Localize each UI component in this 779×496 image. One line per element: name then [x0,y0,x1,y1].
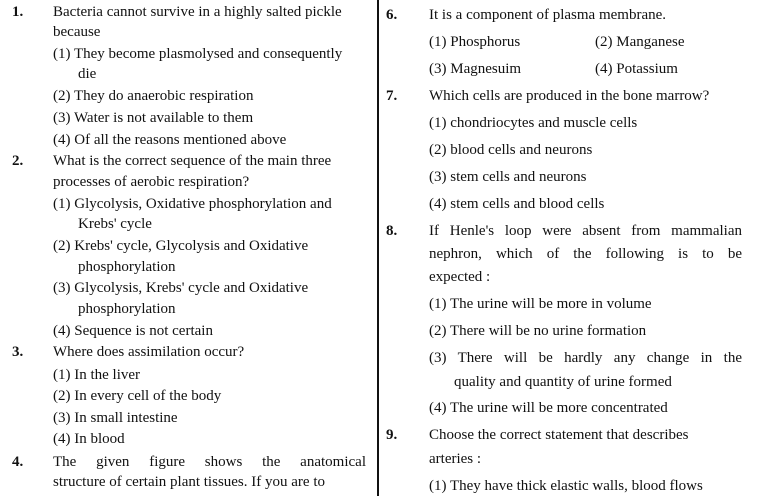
option-3-cont: phosphorylation [78,301,176,317]
question-text-cont: nephron, which of the following is to be [429,246,742,262]
question-text: What is the correct sequence of the main three [53,153,332,169]
option-3[interactable]: (3) Water is not available to them [53,110,254,126]
option-4[interactable]: (4) Sequence is not certain [53,323,213,339]
option-2-cont: phosphorylation [78,259,176,275]
question-text: Bacteria cannot survive in a highly salted pickle [53,4,342,20]
option-1[interactable]: (1) They have thick elastic walls, blood flows [429,478,703,494]
right-column [386,0,779,496]
question-text-cont: arteries : [429,451,482,467]
option-1[interactable]: (1) They become plasmolysed and consequently [53,46,343,62]
question-number: 4. [12,454,24,470]
question-text: Where does assimilation occur? [53,344,245,360]
question-number: 8. [386,223,398,239]
option-1[interactable]: (1) Phosphorus [429,34,521,50]
option-2[interactable]: (2) Manganese [595,34,685,50]
option-3[interactable]: (3) In small intestine [53,410,178,426]
question-text: If Henle's loop were absent from mammalian [429,223,742,239]
option-2[interactable]: (2) In every cell of the body [53,388,222,404]
option-4[interactable]: (4) In blood [53,431,125,447]
question-text: The given figure shows the anatomical [53,454,366,470]
question-number: 2. [12,153,24,169]
option-3[interactable]: (3) Magnesuim [429,61,522,77]
option-4[interactable]: (4) The urine will be more concentrated [429,400,668,416]
option-1-cont: Krebs' cycle [78,216,152,232]
option-2[interactable]: (2) They do anaerobic respiration [53,88,254,104]
option-1[interactable]: (1) The urine will be more in volume [429,296,652,312]
question-text: Choose the correct statement that describes [429,427,689,443]
option-4[interactable]: (4) stem cells and blood cells [429,196,605,212]
option-3[interactable]: (3) There will be hardly any change in the [429,350,742,366]
question-text-cont: expected : [429,269,491,285]
option-4[interactable]: (4) Of all the reasons mentioned above [53,132,287,148]
question-number: 6. [386,7,398,23]
option-3[interactable]: (3) stem cells and neurons [429,169,587,185]
option-2[interactable]: (2) blood cells and neurons [429,142,593,158]
option-2[interactable]: (2) Krebs' cycle, Glycolysis and Oxidative [53,238,309,254]
question-text-cont: structure of certain plant tissues. If you are to [53,474,325,490]
option-3-cont: quality and quantity of urine formed [454,374,672,390]
question-number: 1. [12,4,24,20]
option-1[interactable]: (1) In the liver [53,367,141,383]
question-number: 7. [386,88,398,104]
question-text: It is a component of plasma membrane. [429,7,667,23]
question-text-cont: because [53,24,101,40]
left-column [0,0,370,496]
option-4[interactable]: (4) Potassium [595,61,678,77]
question-text-cont: processes of aerobic respiration? [53,174,250,190]
question-text: Which cells are produced in the bone marrow? [429,88,710,104]
option-1[interactable]: (1) chondriocytes and muscle cells [429,115,638,131]
option-1[interactable]: (1) Glycolysis, Oxidative phosphorylation and [53,196,332,212]
option-2[interactable]: (2) There will be no urine formation [429,323,647,339]
option-3[interactable]: (3) Glycolysis, Krebs' cycle and Oxidative [53,280,309,296]
question-number: 9. [386,427,398,443]
column-divider [377,0,379,496]
option-1-cont: die [78,66,97,82]
question-number: 3. [12,344,24,360]
